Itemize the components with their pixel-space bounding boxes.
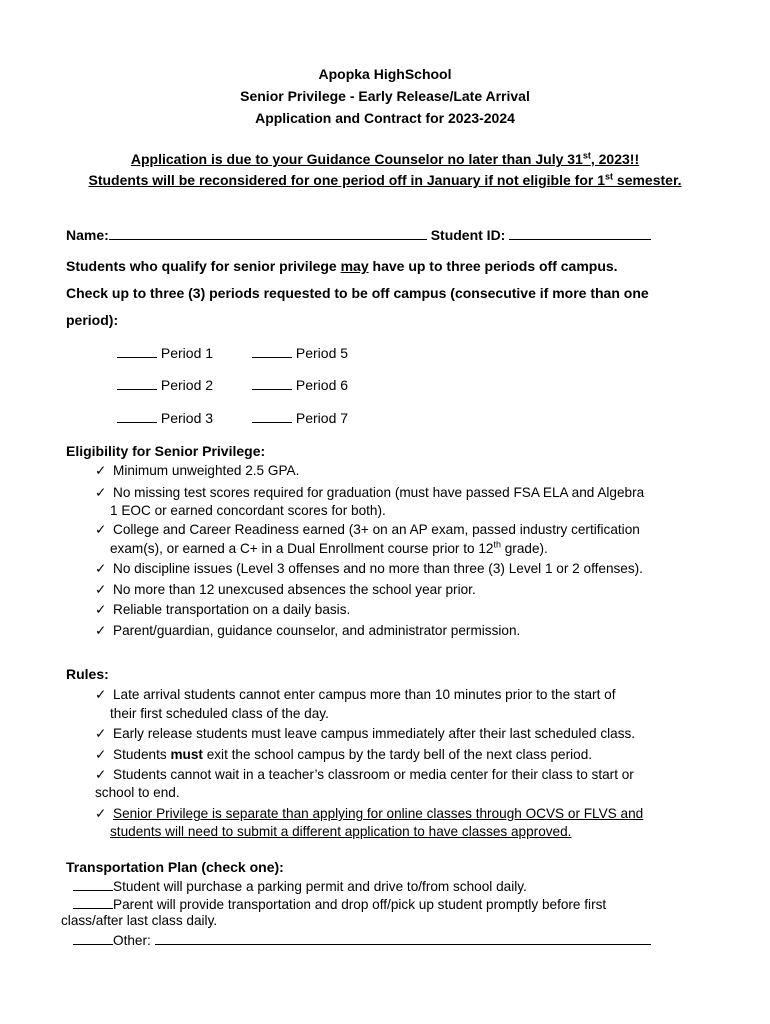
- period-3-blank[interactable]: [117, 409, 157, 423]
- period-5-option[interactable]: Period 5: [252, 344, 348, 361]
- period-2-blank[interactable]: [117, 376, 157, 390]
- period-1-option[interactable]: Period 1: [117, 344, 213, 361]
- check-icon: ✓: [95, 561, 107, 576]
- period-5-blank[interactable]: [252, 344, 292, 358]
- period-1-blank[interactable]: [117, 344, 157, 358]
- check-icon: ✓: [95, 623, 107, 638]
- school-name: Apopka HighSchool: [318, 66, 452, 82]
- eligibility-item: ✓ No discipline issues (Level 3 offenses and no more than three (3) Level 1 or 2 offenses).: [95, 561, 643, 576]
- rule-item: ✓ Early release students must leave campus immediately after their last scheduled class.: [95, 726, 636, 741]
- name-field[interactable]: [109, 226, 427, 240]
- name-row: [66, 226, 651, 243]
- transport-option-other[interactable]: Other:: [73, 931, 651, 948]
- transport-heading: Transportation Plan (check one):: [66, 859, 284, 875]
- period-2-option[interactable]: Period 2: [117, 376, 213, 393]
- eligibility-item-cont: 1 EOC or earned concordant scores for both).: [110, 503, 386, 518]
- form-title: Senior Privilege - Early Release/Late Arrival: [240, 88, 530, 104]
- check-icon: ✓: [95, 687, 107, 702]
- check-icon: ✓: [95, 806, 107, 821]
- rule-item-cont: students will need to submit a different application to have classes approved.: [110, 824, 572, 839]
- transport-option-parent-cont: class/after last class daily.: [61, 913, 218, 928]
- rule-item: ✓ Students must exit the school campus by the tardy bell of the next class period.: [95, 747, 593, 762]
- rule-item-cont: their first scheduled class of the day.: [110, 706, 329, 721]
- rule-item: ✓ Senior Privilege is separate than applying for online classes through OCVS or FLVS and: [95, 806, 644, 821]
- check-instruction: Check up to three (3) periods requested to be off campus (consecutive if more than one: [66, 285, 649, 301]
- rule-item: ✓ Students cannot wait in a teacher’s classroom or media center for their class to start or: [95, 767, 634, 782]
- period-7-blank[interactable]: [252, 409, 292, 423]
- rules-heading: Rules:: [66, 666, 109, 682]
- check-icon: ✓: [95, 485, 107, 500]
- eligibility-item: ✓ Minimum unweighted 2.5 GPA.: [95, 463, 300, 478]
- eligibility-item: ✓ College and Career Readiness earned (3+ on an AP exam, passed industry certification: [95, 522, 640, 537]
- qualify-text: Students who qualify for senior privilege may have up to three periods off campus.: [66, 258, 618, 274]
- period-6-option[interactable]: Period 6: [252, 376, 348, 393]
- transport-parking-blank[interactable]: [73, 877, 113, 891]
- name-label: Name:: [66, 227, 109, 243]
- eligibility-item: ✓ Reliable transportation on a daily basis.: [95, 602, 351, 617]
- transport-parent-blank[interactable]: [73, 895, 113, 909]
- student-id-label: Student ID:: [430, 227, 506, 243]
- check-icon: ✓: [95, 582, 107, 597]
- period-3-option[interactable]: Period 3: [117, 409, 213, 426]
- period-6-blank[interactable]: [252, 376, 292, 390]
- rule-item: ✓ Late arrival students cannot enter campus more than 10 minutes prior to the start of: [95, 687, 616, 702]
- eligibility-heading: Eligibility for Senior Privilege:: [66, 443, 266, 459]
- eligibility-item: ✓ No missing test scores required for graduation (must have passed FSA ELA and Algebra: [95, 485, 645, 500]
- transport-option-parent[interactable]: Parent will provide transportation and drop off/pick up student promptly before first: [73, 895, 606, 912]
- reconsider-notice: Students will be reconsidered for one period off in January if not eligible for 1st semester.: [88, 171, 682, 188]
- rule-item-cont: school to end.: [95, 785, 180, 800]
- eligibility-item: ✓ No more than 12 unexcused absences the school year prior.: [95, 582, 476, 597]
- check-icon: ✓: [95, 602, 107, 617]
- eligibility-item: ✓ Parent/guardian, guidance counselor, and administrator permission.: [95, 623, 521, 638]
- check-icon: ✓: [95, 522, 107, 537]
- check-icon: ✓: [95, 463, 107, 478]
- check-icon: ✓: [95, 747, 107, 762]
- check-instruction-cont: period):: [66, 312, 119, 328]
- transport-option-parking[interactable]: Student will purchase a parking permit and drive to/from school daily.: [73, 877, 527, 894]
- check-icon: ✓: [95, 767, 107, 782]
- form-subtitle: Application and Contract for 2023-2024: [255, 110, 515, 126]
- transport-other-blank[interactable]: [73, 931, 113, 945]
- student-id-field[interactable]: [509, 226, 651, 240]
- check-icon: ✓: [95, 726, 107, 741]
- eligibility-item-cont: exam(s), or earned a C+ in a Dual Enrollment course prior to 12th grade).: [110, 539, 548, 556]
- transport-other-field[interactable]: [155, 931, 651, 945]
- period-7-option[interactable]: Period 7: [252, 409, 348, 426]
- due-notice: Application is due to your Guidance Counselor no later than July 31st, 2023!!: [130, 150, 640, 167]
